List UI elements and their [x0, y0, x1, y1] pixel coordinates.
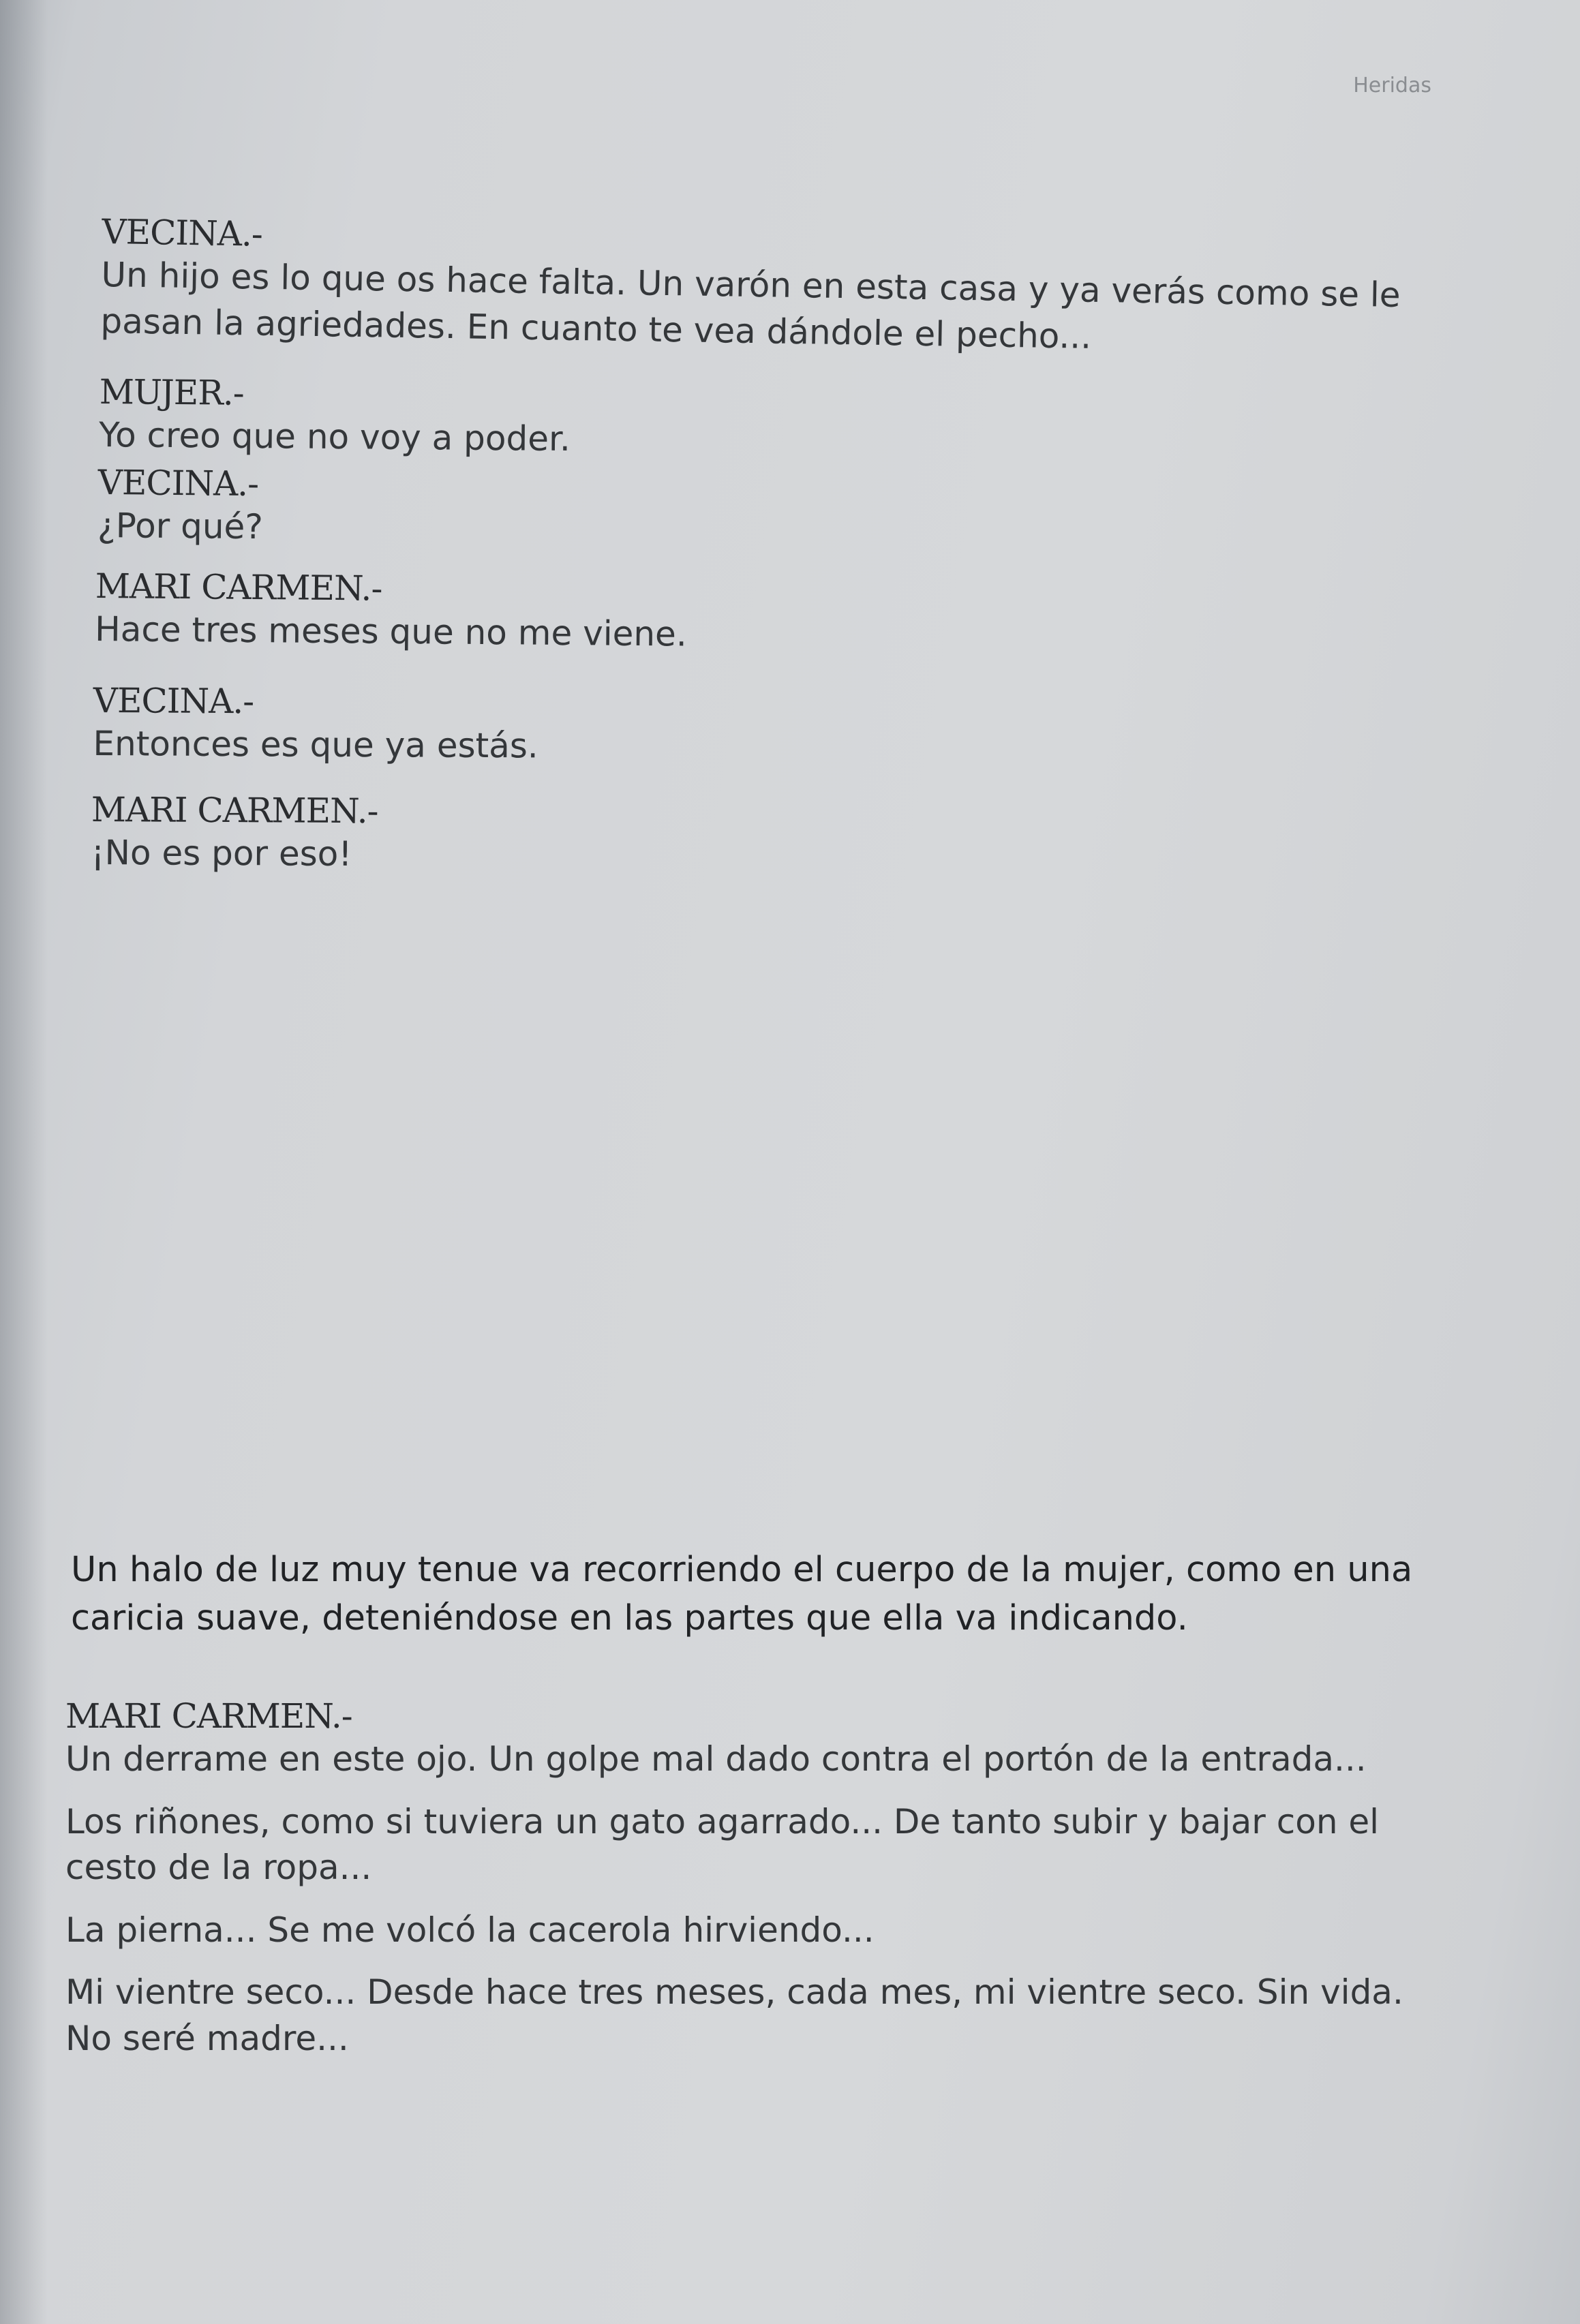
dialogue-entry: [100, 211, 1465, 365]
speech-paragraph: [65, 1799, 1538, 1891]
speech-line: Entonces es que ya estás.: [93, 723, 538, 766]
dialogue-entry: [91, 789, 1455, 883]
dialogue-entry: [97, 462, 1461, 561]
speaker-name: VECINA.-: [97, 462, 259, 504]
dialogue-entry: [99, 371, 1463, 470]
speech-line: ¡No es por eso!: [91, 832, 352, 874]
speech-line: Un hijo es lo que os hace falta. Un varón en esta casa y ya verás como se le: [101, 254, 1401, 315]
running-head: Heridas: [1353, 74, 1431, 97]
dialogue-entry: [93, 680, 1457, 774]
spine-shadow: [0, 0, 48, 2324]
speaker-name: MARI CARMEN.-: [65, 1696, 352, 1736]
speech-line: cesto de la ropa...: [65, 1848, 372, 1887]
speaker-name: VECINA.-: [93, 681, 254, 722]
speaker-name: MARI CARMEN.-: [95, 566, 382, 609]
stage-direction-line: caricia suave, deteniéndose en las partes que ella va indicando.: [71, 1598, 1188, 1639]
speech-line: Un derrame en este ojo. Un golpe mal dado contra el portón de la entrada...: [65, 1739, 1367, 1779]
dialogue-entry: [95, 566, 1459, 664]
speech-line: pasan la agriedades. En cuanto te vea dándole el pecho...: [100, 301, 1092, 356]
speech-line: Yo creo que no voy a poder.: [98, 414, 571, 459]
speech-line: Mi vientre seco... Desde hace tres meses, cada mes, mi vientre seco. Sin vida.: [65, 1972, 1403, 2012]
speech-line: Los riñones, como si tuviera un gato agarrado... De tanto subir y bajar con el: [65, 1801, 1380, 1841]
speech-line: No seré madre...: [65, 2018, 349, 2058]
speech-line: ¿Por qué?: [97, 505, 264, 547]
speaker-name: MUJER.-: [99, 371, 244, 413]
speech-line: La pierna... Se me volcó la cacerola hirviendo...: [65, 1910, 875, 1950]
speaker-name: MARI CARMEN.-: [91, 790, 378, 831]
speech-paragraph: [65, 1737, 1538, 1783]
speech-paragraph: [65, 1970, 1538, 2062]
stage-direction: [71, 1546, 1516, 1643]
speech-line: Hace tres meses que no me viene.: [94, 609, 688, 654]
dialogue-entry: [65, 1696, 1538, 2062]
stage-direction-line: Un halo de luz muy tenue va recorriendo el cuerpo de la mujer, como en una: [71, 1550, 1413, 1590]
speaker-name: VECINA.-: [102, 211, 263, 254]
speech-paragraph: [65, 1908, 1538, 1954]
